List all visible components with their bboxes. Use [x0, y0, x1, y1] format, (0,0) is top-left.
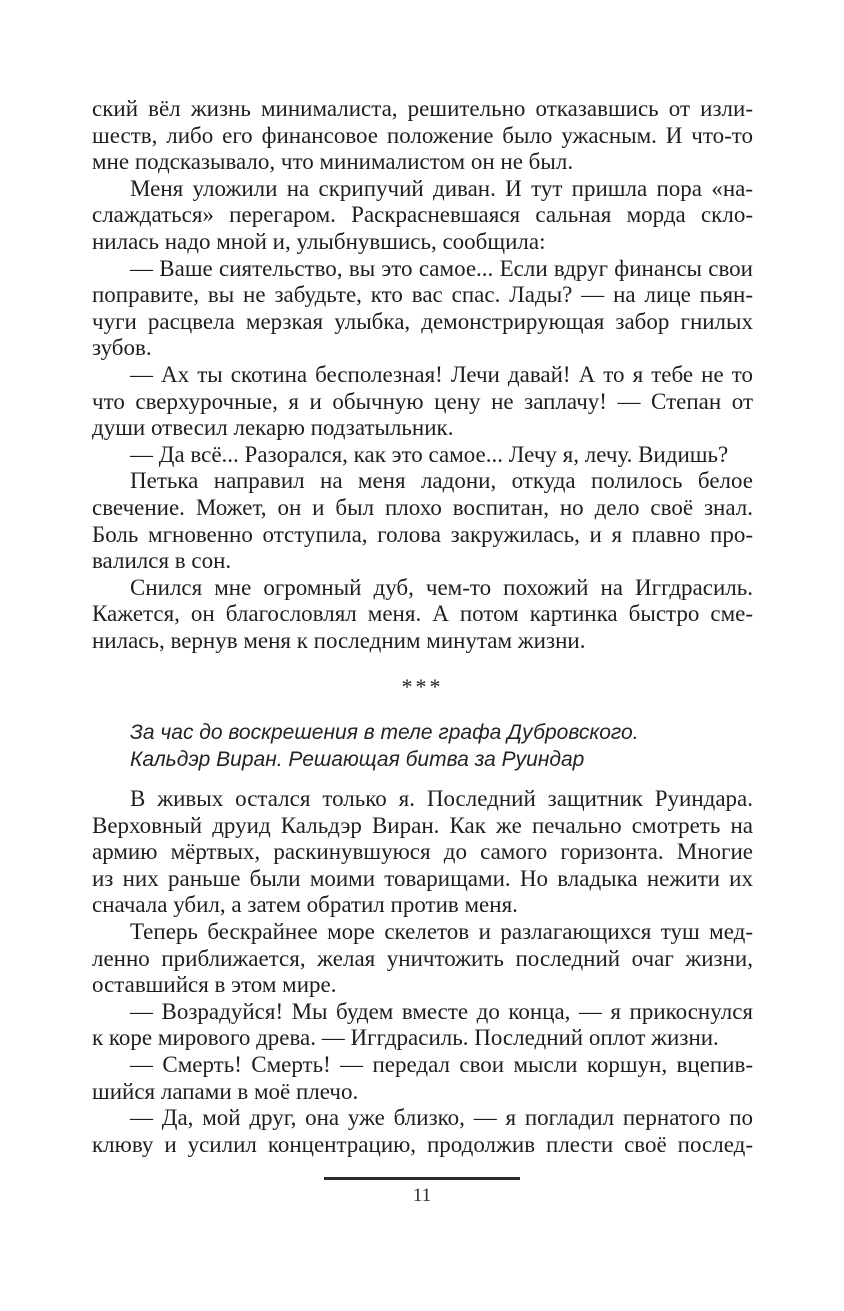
- footer-rule: [324, 1177, 520, 1180]
- text-line: чуги расцвела мерзкая улыбка, демонстрирующая забор гнилых: [92, 308, 753, 334]
- text-line: — Да всё... Разорался, как это самое... Лечу я, лечу. Видишь?: [130, 441, 729, 467]
- text-line: свечение. Может, он и был плохо воспитан, но дело своё знал.: [92, 494, 753, 520]
- text-column: [92, 96, 753, 1158]
- paragraph: [92, 468, 753, 574]
- paragraph: [92, 999, 753, 1052]
- text-line: души отвесил лекарю подзатыльник.: [92, 415, 454, 441]
- text-line: Меня уложили на скрипучий диван. И тут пришла пора «на-: [130, 175, 753, 201]
- text-line: нилась надо мной и, улыбнувшись, сообщила:: [92, 228, 546, 254]
- text-line: Теперь бескрайнее море скелетов и разлагающихся туш мед-: [130, 919, 753, 945]
- paragraph: [92, 575, 753, 655]
- text-line: слаждаться» перегаром. Раскрасневшаяся сальная морда скло-: [92, 202, 753, 228]
- text-line: оставшийся в этом мире.: [92, 972, 337, 998]
- paragraph: [92, 362, 753, 442]
- text-line: — Смерть! Смерть! — передал свои мысли коршун, вцепив-: [130, 1052, 753, 1077]
- text-line: сначала убил, а затем обратил против меня.: [92, 892, 518, 918]
- text-line: Верховный друид Кальдэр Виран. Как же печально смотреть на: [92, 812, 753, 838]
- text-line: зубов.: [92, 335, 152, 361]
- text-line: — Ах ты скотина бесполезная! Лечи давай! А то я тебе не то: [130, 361, 753, 387]
- paragraph: [92, 96, 753, 176]
- text-line: шеств, либо его финансовое положение было ужасным. И что-то: [92, 122, 753, 148]
- paragraph: [92, 442, 753, 469]
- text-line: — Да, мой друг, она уже близко, — я погладил пернатого по: [130, 1105, 753, 1131]
- text-line: — Возрадуйся! Мы будем вместе до конца, — я прикоснулся: [130, 998, 753, 1024]
- paragraph: [92, 919, 753, 999]
- section-separator: ***: [401, 674, 444, 700]
- text-line: валился в сон.: [92, 548, 232, 574]
- text-line: нилась, вернув меня к последним минутам жизни.: [92, 627, 586, 653]
- paragraph: [92, 1052, 753, 1105]
- text-line: что сверхурочные, я и обычную цену не заплачу! — Степан от: [92, 388, 753, 414]
- text-line: шийся лапами в моё плечо.: [92, 1078, 359, 1104]
- text-line: армию мёртвых, раскинувшуюся до самого горизонта. Многие: [92, 839, 753, 865]
- text-line: Кажется, он благословлял меня. А потом картинка быстро сме-: [92, 601, 753, 627]
- text-line: клюву и усилил концентрацию, продолжив плести своё послед-: [92, 1131, 753, 1157]
- scene-header: [92, 719, 753, 773]
- page-footer: [0, 1177, 844, 1207]
- text-line: поправите, вы не забудьте, кто вас спас. Лады? — на лице пьян-: [92, 282, 753, 308]
- text-line: из них раньше были моими товарищами. Но владыка нежити их: [92, 865, 753, 891]
- text-line: — Ваше сиятельство, вы это самое... Если вдруг финансы свои: [130, 255, 753, 281]
- paragraph: [92, 786, 753, 919]
- page-number: 11: [412, 1185, 432, 1206]
- text-line: ленно приближается, желая уничтожить последний очаг жизни,: [92, 945, 753, 971]
- paragraph: [92, 1105, 753, 1158]
- text-line: ский вёл жизнь минималиста, решительно отказавшись от изли-: [92, 96, 753, 121]
- scene-header-line: Кальдэр Виран. Решающая битва за Руиндар: [130, 748, 585, 772]
- text-line: мне подсказывало, что минималистом он не был.: [92, 149, 574, 175]
- paragraph: [92, 256, 753, 362]
- text-line: к коре мирового древа. — Иггдрасиль. Последний оплот жизни.: [92, 1025, 719, 1051]
- scene-header-line: За час до воскрешения в теле графа Дубровского.: [130, 721, 639, 745]
- text-line: В живых остался только я. Последний защитник Руиндара.: [130, 786, 753, 812]
- text-line: Боль мгновенно отступила, голова закружилась, и я плавно про-: [92, 521, 753, 547]
- text-line: Снился мне огромный дуб, чем-то похожий на Иггдрасиль.: [130, 574, 753, 600]
- paragraph: [92, 176, 753, 256]
- text-line: Петька направил на меня ладони, откуда полилось белое: [130, 468, 753, 494]
